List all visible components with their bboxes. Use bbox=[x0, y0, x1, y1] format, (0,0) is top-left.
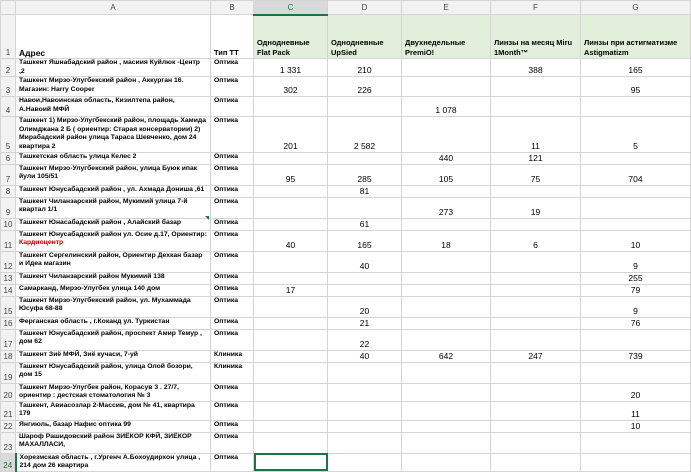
table-row bbox=[1, 197, 691, 218]
cell-address[interactable] bbox=[16, 197, 211, 218]
address-text: Шароф Рашидовский район ЗИЁКОР КФЙ, ЗИЁКОР МАХАЛЛАСИ, bbox=[19, 432, 192, 449]
cell-type[interactable]: Оптика bbox=[211, 97, 254, 117]
cell-g[interactable]: 95 bbox=[581, 77, 691, 97]
cell-f[interactable] bbox=[491, 218, 581, 230]
address-text: Ташкент 1) Мирзо-Улугбекский район, площадь Хамида Олимджана 2 Б ( ориентир: Старая консерватории) 2) Мирабадский район улица Тараса Шевченко, дом 24 квартира 2 bbox=[19, 117, 206, 150]
header-type[interactable]: Тип ТТ bbox=[211, 15, 254, 59]
row-number[interactable]: 22 bbox=[1, 420, 16, 432]
cell-f[interactable] bbox=[491, 420, 581, 432]
address-text: Ташкент Мирзо-Улугбекский район , Аккурган 16. Магазин: Harry Cooper bbox=[19, 77, 184, 93]
cell-g[interactable]: 20 bbox=[581, 383, 691, 401]
cell-type[interactable]: Оптика bbox=[211, 218, 254, 230]
address-text: Ташкент Юнасабадский район , Алайский базар bbox=[19, 218, 182, 226]
cell-f[interactable] bbox=[491, 432, 581, 453]
cell-address[interactable] bbox=[16, 432, 211, 453]
cell-g[interactable] bbox=[581, 453, 691, 471]
row-number[interactable]: 14 bbox=[1, 284, 16, 296]
cell-f[interactable]: 388 bbox=[491, 59, 581, 77]
table-row bbox=[1, 284, 691, 296]
cell-g[interactable]: 9 bbox=[581, 296, 691, 317]
cell-d[interactable]: 22 bbox=[328, 329, 402, 350]
table-row bbox=[1, 77, 691, 97]
cell-address[interactable] bbox=[16, 218, 211, 230]
cell-e[interactable] bbox=[402, 251, 491, 272]
cell-f[interactable] bbox=[491, 272, 581, 284]
cell-g[interactable]: 10 bbox=[581, 230, 691, 251]
row-number[interactable]: 18 bbox=[1, 350, 16, 362]
cell-d[interactable] bbox=[328, 152, 402, 164]
column-header-e[interactable]: E bbox=[402, 1, 491, 15]
cell-c[interactable] bbox=[254, 251, 328, 272]
cell-type[interactable]: Оптика bbox=[211, 329, 254, 350]
address-text: Ташкетская область улица Келес 2 bbox=[19, 152, 137, 160]
cell-address[interactable] bbox=[16, 77, 211, 97]
address-text: Ташкент Чиланзарский район, Мукимий улица 7-й квартал 1/1 bbox=[19, 197, 188, 214]
table-row bbox=[1, 230, 691, 251]
address-landmark-text: Кардиоцентр bbox=[19, 239, 64, 247]
cell-type[interactable]: Оптика bbox=[211, 432, 254, 453]
cell-f[interactable]: 6 bbox=[491, 230, 581, 251]
cell-type[interactable]: Клиника bbox=[211, 350, 254, 362]
cell-e[interactable] bbox=[402, 296, 491, 317]
row-number[interactable]: 24 bbox=[1, 453, 16, 471]
cell-c[interactable]: 302 bbox=[254, 77, 328, 97]
row-number[interactable]: 2 bbox=[1, 59, 16, 77]
address-text: Ташкент Юнусабадский район , ул. Ахмада Дониша ,61 bbox=[19, 185, 205, 193]
table-row bbox=[1, 401, 691, 420]
header-row bbox=[1, 15, 691, 59]
cell-type[interactable]: Оптика bbox=[211, 152, 254, 164]
row-number[interactable]: 19 bbox=[1, 362, 16, 383]
row-number[interactable]: 16 bbox=[1, 317, 16, 329]
cell-c[interactable] bbox=[254, 329, 328, 350]
cell-e[interactable] bbox=[402, 401, 491, 420]
table-row bbox=[1, 362, 691, 383]
cell-e[interactable] bbox=[402, 453, 491, 471]
address-text: Ташкент Юнусабадский район, улица Олой бозори, дом 15 bbox=[19, 362, 193, 379]
cell-type[interactable]: Оптика bbox=[211, 317, 254, 329]
cell-g[interactable]: 11 bbox=[581, 401, 691, 420]
cell-c[interactable] bbox=[254, 218, 328, 230]
cell-c[interactable] bbox=[254, 97, 328, 117]
cell-e[interactable]: 440 bbox=[402, 152, 491, 164]
cell-d[interactable]: 165 bbox=[328, 230, 402, 251]
address-text: Ташкент Юнусабадский район ул. Осие д.17, Ориентир: bbox=[19, 230, 207, 238]
cell-address[interactable] bbox=[16, 272, 211, 284]
cell-g[interactable] bbox=[581, 329, 691, 350]
cell-f[interactable] bbox=[491, 362, 581, 383]
cell-g[interactable] bbox=[581, 218, 691, 230]
cell-c[interactable]: 201 bbox=[254, 117, 328, 152]
cell-e[interactable]: 18 bbox=[402, 230, 491, 251]
cell-address[interactable] bbox=[16, 362, 211, 383]
table-row bbox=[1, 432, 691, 453]
row-number[interactable]: 20 bbox=[1, 383, 16, 401]
column-header-d[interactable]: D bbox=[328, 1, 402, 15]
cell-d[interactable] bbox=[328, 383, 402, 401]
row-number[interactable]: 5 bbox=[1, 117, 16, 152]
cell-e[interactable] bbox=[402, 317, 491, 329]
cell-d[interactable] bbox=[328, 401, 402, 420]
cell-e[interactable]: 105 bbox=[402, 164, 491, 185]
address-text: Ташкент Яшнабадский район , масиия Куйлюк -Центр ,2 bbox=[19, 59, 200, 75]
cell-f[interactable]: 247 bbox=[491, 350, 581, 362]
cell-e[interactable] bbox=[402, 284, 491, 296]
cell-g[interactable] bbox=[581, 185, 691, 197]
cell-f[interactable] bbox=[491, 185, 581, 197]
column-header-g[interactable]: G bbox=[581, 1, 691, 15]
cell-type[interactable]: Оптика bbox=[211, 117, 254, 152]
cell-f[interactable] bbox=[491, 97, 581, 117]
cell-type[interactable]: Оптика bbox=[211, 77, 254, 97]
header-flat-pack[interactable]: Однодневные Flat Pack bbox=[254, 15, 328, 59]
cell-address[interactable] bbox=[16, 284, 211, 296]
cell-address[interactable] bbox=[16, 317, 211, 329]
cell-d[interactable]: 81 bbox=[328, 185, 402, 197]
cell-e[interactable] bbox=[402, 272, 491, 284]
cell-d[interactable]: 40 bbox=[328, 350, 402, 362]
cell-g[interactable] bbox=[581, 432, 691, 453]
cell-e[interactable] bbox=[402, 77, 491, 97]
row-number[interactable]: 11 bbox=[1, 230, 16, 251]
cell-f[interactable] bbox=[491, 317, 581, 329]
table-row bbox=[1, 453, 691, 471]
address-text: Янгиюль, базар Нафис оптика 99 bbox=[19, 420, 131, 428]
cell-address[interactable] bbox=[16, 230, 211, 251]
header-address[interactable]: Адрес bbox=[16, 15, 211, 59]
cell-e[interactable]: 642 bbox=[402, 350, 491, 362]
column-header-a[interactable]: A bbox=[16, 1, 211, 15]
table-row bbox=[1, 152, 691, 164]
cell-f[interactable] bbox=[491, 329, 581, 350]
row-number[interactable]: 10 bbox=[1, 218, 16, 230]
cell-g[interactable] bbox=[581, 197, 691, 218]
cell-address[interactable] bbox=[16, 329, 211, 350]
cell-type[interactable]: Оптика bbox=[211, 185, 254, 197]
table-row bbox=[1, 164, 691, 185]
table-row bbox=[1, 117, 691, 152]
row-number[interactable]: 1 bbox=[1, 15, 16, 59]
cell-e[interactable] bbox=[402, 329, 491, 350]
cell-type[interactable]: Оптика bbox=[211, 401, 254, 420]
cell-e[interactable]: 273 bbox=[402, 197, 491, 218]
cell-d[interactable]: 285 bbox=[328, 164, 402, 185]
row-number[interactable]: 17 bbox=[1, 329, 16, 350]
cell-c[interactable] bbox=[254, 453, 328, 471]
cell-e[interactable] bbox=[402, 432, 491, 453]
cell-f[interactable] bbox=[491, 296, 581, 317]
cell-c[interactable] bbox=[254, 272, 328, 284]
cell-g[interactable]: 5 bbox=[581, 117, 691, 152]
table-row bbox=[1, 350, 691, 362]
row-number[interactable]: 9 bbox=[1, 197, 16, 218]
cell-g[interactable]: 9 bbox=[581, 251, 691, 272]
cell-f[interactable]: 121 bbox=[491, 152, 581, 164]
address-text: Ташкент Мирзо-Улугбек район, Корасув 3 . 27/7, ориентир : дестская стоматология № 3 bbox=[19, 383, 179, 400]
cell-d[interactable] bbox=[328, 453, 402, 471]
table-row bbox=[1, 329, 691, 350]
table-row bbox=[1, 296, 691, 317]
cell-d[interactable]: 2 582 bbox=[328, 117, 402, 152]
cell-c[interactable]: 1 331 bbox=[254, 59, 328, 77]
address-text: Ташкент Мирзо-Улугбекский район, ул. Мухаммада Юсуфа 68-88 bbox=[19, 296, 191, 313]
column-header-b[interactable]: B bbox=[211, 1, 254, 15]
row-number[interactable]: 23 bbox=[1, 432, 16, 453]
table-row bbox=[1, 218, 691, 230]
cell-g[interactable]: 76 bbox=[581, 317, 691, 329]
cell-d[interactable]: 20 bbox=[328, 296, 402, 317]
cell-type[interactable]: Оптика bbox=[211, 59, 254, 77]
cell-f[interactable] bbox=[491, 284, 581, 296]
cell-f[interactable] bbox=[491, 77, 581, 97]
cell-type[interactable]: Оптика bbox=[211, 197, 254, 218]
cell-address[interactable] bbox=[16, 296, 211, 317]
cell-e[interactable] bbox=[402, 362, 491, 383]
comment-indicator-icon bbox=[205, 216, 209, 220]
address-text: Ташкент Сергелинский район, Ориентир Дехкан базар и Идеа магазин bbox=[19, 251, 203, 268]
table-row bbox=[1, 185, 691, 197]
cell-e[interactable] bbox=[402, 59, 491, 77]
cell-d[interactable] bbox=[328, 362, 402, 383]
header-upsied[interactable]: Однодневные UpSied bbox=[328, 15, 402, 59]
cell-type[interactable]: Оптика bbox=[211, 453, 254, 471]
cell-c[interactable] bbox=[254, 185, 328, 197]
header-premio[interactable]: Двухнедельные PremiO! bbox=[402, 15, 491, 59]
cell-address[interactable] bbox=[16, 152, 211, 164]
address-text: Самарканд, Мирзо-Улугбек улица 140 дом bbox=[19, 284, 161, 292]
address-text: Ташкент Зиё МФЙ, Зиё кучаси, 7-уй bbox=[19, 350, 138, 358]
address-text: Ферганская область , г.Коканд ул. Туркистан bbox=[19, 317, 170, 325]
cell-type[interactable]: Оптика bbox=[211, 251, 254, 272]
cell-e[interactable]: 1 078 bbox=[402, 97, 491, 117]
cell-type[interactable]: Оптика bbox=[211, 383, 254, 401]
cell-g[interactable]: 739 bbox=[581, 350, 691, 362]
row-number[interactable]: 8 bbox=[1, 185, 16, 197]
cell-type[interactable]: Оптика bbox=[211, 272, 254, 284]
cell-type[interactable]: Оптика bbox=[211, 164, 254, 185]
cell-c[interactable] bbox=[254, 401, 328, 420]
cell-address[interactable] bbox=[16, 185, 211, 197]
cell-c[interactable]: 95 bbox=[254, 164, 328, 185]
table-row bbox=[1, 59, 691, 77]
cell-f[interactable]: 75 bbox=[491, 164, 581, 185]
cell-g[interactable]: 255 bbox=[581, 272, 691, 284]
cell-d[interactable] bbox=[328, 284, 402, 296]
cell-e[interactable] bbox=[402, 117, 491, 152]
header-miru-1month[interactable]: Линзы на месяц Miru 1Month™ bbox=[491, 15, 581, 59]
cell-d[interactable] bbox=[328, 97, 402, 117]
cell-f[interactable] bbox=[491, 453, 581, 471]
cell-type[interactable]: Оптика bbox=[211, 420, 254, 432]
address-text: Навои,Навоинская область, Кизилтепа район, А.Навоий МФЙ bbox=[19, 97, 175, 113]
cell-c[interactable] bbox=[254, 317, 328, 329]
cell-d[interactable] bbox=[328, 420, 402, 432]
row-number[interactable]: 3 bbox=[1, 77, 16, 97]
address-text: Хорезмская область , г.Ургенч А.Бохоудирхон улица , 214 дом 26 квартира bbox=[19, 453, 201, 470]
cell-e[interactable] bbox=[402, 185, 491, 197]
cell-c[interactable] bbox=[254, 383, 328, 401]
column-header-c[interactable]: C bbox=[254, 1, 328, 15]
cell-e[interactable] bbox=[402, 218, 491, 230]
cell-type[interactable]: Клиника bbox=[211, 362, 254, 383]
column-header-f[interactable]: F bbox=[491, 1, 581, 15]
cell-address[interactable] bbox=[16, 401, 211, 420]
cell-f[interactable] bbox=[491, 251, 581, 272]
cell-c[interactable] bbox=[254, 296, 328, 317]
select-all-corner[interactable] bbox=[1, 1, 16, 15]
address-text: Ташкент Чиланзарский район Мукимий 138 bbox=[19, 272, 165, 280]
cell-g[interactable]: 704 bbox=[581, 164, 691, 185]
cell-d[interactable]: 40 bbox=[328, 251, 402, 272]
cell-e[interactable] bbox=[402, 383, 491, 401]
cell-c[interactable]: 17 bbox=[254, 284, 328, 296]
row-number[interactable]: 21 bbox=[1, 401, 16, 420]
cell-f[interactable]: 19 bbox=[491, 197, 581, 218]
cell-c[interactable] bbox=[254, 420, 328, 432]
cell-c[interactable]: 40 bbox=[254, 230, 328, 251]
address-text: Ташкент Мирзо-Улугбекский район, улица Буюк ипак йули 105/51 bbox=[19, 164, 198, 181]
cell-g[interactable]: 79 bbox=[581, 284, 691, 296]
cell-address[interactable] bbox=[16, 117, 211, 152]
table-row bbox=[1, 420, 691, 432]
cell-address[interactable] bbox=[16, 251, 211, 272]
table-row bbox=[1, 272, 691, 284]
table-row bbox=[1, 317, 691, 329]
cell-g[interactable] bbox=[581, 362, 691, 383]
column-header-row bbox=[1, 1, 691, 15]
address-text: Ташкент, Авиасозлар 2-Массив, дом № 41, квартира 179 bbox=[19, 401, 195, 418]
cell-f[interactable] bbox=[491, 383, 581, 401]
cell-c[interactable] bbox=[254, 197, 328, 218]
cell-type[interactable]: Оптика bbox=[211, 230, 254, 251]
cell-c[interactable] bbox=[254, 350, 328, 362]
cell-d[interactable] bbox=[328, 272, 402, 284]
row-number[interactable]: 15 bbox=[1, 296, 16, 317]
row-number[interactable]: 6 bbox=[1, 152, 16, 164]
cell-address[interactable] bbox=[16, 97, 211, 117]
cell-c[interactable] bbox=[254, 432, 328, 453]
address-text: Ташкент Юнусабадский район, проспект Амир Темур , дом 62 bbox=[19, 329, 202, 346]
cell-address[interactable] bbox=[16, 383, 211, 401]
cell-d[interactable]: 21 bbox=[328, 317, 402, 329]
cell-f[interactable]: 11 bbox=[491, 117, 581, 152]
cell-g[interactable]: 165 bbox=[581, 59, 691, 77]
cell-address[interactable] bbox=[16, 164, 211, 185]
cell-d[interactable]: 226 bbox=[328, 77, 402, 97]
row-number[interactable]: 13 bbox=[1, 272, 16, 284]
cell-address[interactable] bbox=[16, 453, 211, 471]
row-number[interactable]: 12 bbox=[1, 251, 16, 272]
cell-c[interactable] bbox=[254, 362, 328, 383]
cell-address[interactable] bbox=[16, 59, 211, 77]
table-row bbox=[1, 251, 691, 272]
table-row bbox=[1, 97, 691, 117]
cell-type[interactable]: Оптика bbox=[211, 296, 254, 317]
cell-c[interactable] bbox=[254, 152, 328, 164]
cell-d[interactable] bbox=[328, 432, 402, 453]
cell-g[interactable]: 10 bbox=[581, 420, 691, 432]
cell-g[interactable] bbox=[581, 152, 691, 164]
cell-address[interactable] bbox=[16, 420, 211, 432]
table-row bbox=[1, 383, 691, 401]
row-number[interactable]: 4 bbox=[1, 97, 16, 117]
cell-f[interactable] bbox=[491, 401, 581, 420]
header-astigmatizm[interactable]: Линзы при астигматизме Astigmatizm bbox=[581, 15, 691, 59]
cell-type[interactable]: Оптика bbox=[211, 284, 254, 296]
cell-address[interactable] bbox=[16, 350, 211, 362]
cell-d[interactable]: 210 bbox=[328, 59, 402, 77]
cell-g[interactable] bbox=[581, 97, 691, 117]
cell-d[interactable]: 61 bbox=[328, 218, 402, 230]
cell-e[interactable] bbox=[402, 420, 491, 432]
row-number[interactable]: 7 bbox=[1, 164, 16, 185]
cell-d[interactable] bbox=[328, 197, 402, 218]
